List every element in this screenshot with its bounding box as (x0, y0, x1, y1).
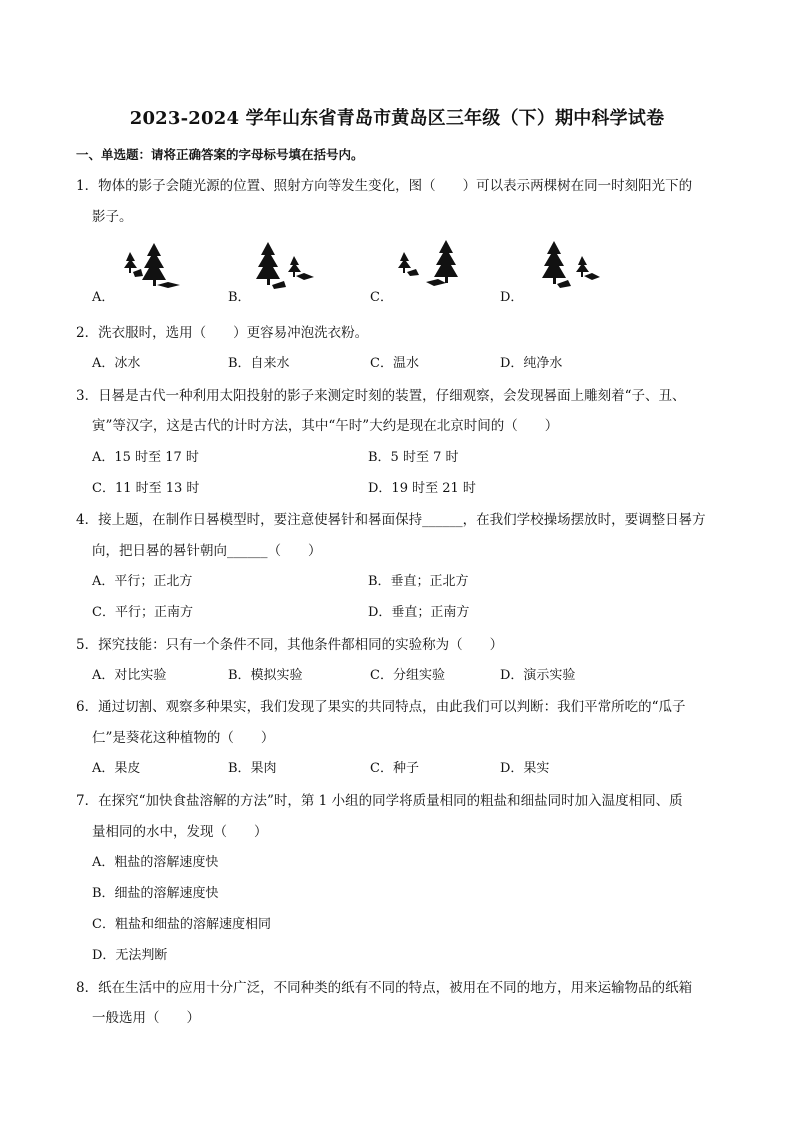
exam-title: 2023-2024 学年山东省青岛市黄岛区三年级（下）期中科学试卷 (129, 108, 665, 129)
question-8-line-2: 一般选用（ ） (92, 1010, 200, 1026)
trees-shadow-diagram-b (244, 238, 354, 298)
trees-shadow-diagram-c (386, 238, 496, 298)
question-2-option-a[interactable]: A．冰水 (92, 356, 141, 371)
question-3-option-c[interactable]: C．11 时至 13 时 (92, 481, 200, 496)
question-3-option-d[interactable]: D．19 时至 21 时 (368, 481, 476, 496)
question-7-option-a[interactable]: A．粗盐的溶解速度快 (92, 855, 219, 870)
trees-shadow-diagram-d (516, 238, 626, 298)
question-6-option-c[interactable]: C．种子 (370, 761, 419, 776)
question-1-line-2: 影子。 (92, 209, 133, 225)
question-3-line-2: 寅”等汉字，这是古代的计时方法，其中“午时”大约是现在北京时间的（ ） (92, 418, 559, 434)
question-6-option-b[interactable]: B．果肉 (228, 761, 277, 776)
question-6-line-1: 6．通过切割、观察多种果实，我们发现了果实的共同特点，由此我们可以判断：我们平常所吃的“瓜子 (76, 699, 686, 715)
question-1-option-c[interactable] (370, 238, 500, 308)
question-5-option-d[interactable]: D．演示实验 (500, 668, 576, 683)
question-1-option-d[interactable] (500, 238, 630, 308)
question-4-option-d[interactable]: D．垂直；正南方 (368, 605, 470, 620)
option-label: B． (228, 290, 251, 305)
question-4-option-b[interactable]: B．垂直；正北方 (368, 574, 469, 589)
option-label: C． (370, 290, 393, 305)
question-4-line-1: 4．接上题，在制作日晷模型时，要注意使晷针和晷面保持______，在我们学校操场摆放时，要调整日晷方 (76, 512, 706, 528)
question-7-option-b[interactable]: B．细盐的溶解速度快 (92, 886, 219, 901)
question-1-option-a[interactable] (92, 238, 222, 308)
question-6-option-a[interactable]: A．果皮 (92, 761, 141, 776)
question-3-option-a[interactable]: A．15 时至 17 时 (92, 450, 199, 465)
question-6-line-2: 仁”是葵花这种植物的（ ） (92, 730, 275, 746)
question-2-option-c[interactable]: C．温水 (370, 356, 419, 371)
option-label: D． (500, 290, 524, 305)
question-1-option-b[interactable] (228, 238, 358, 308)
question-6-option-d[interactable]: D．果实 (500, 761, 550, 776)
question-5-line-1: 5．探究技能：只有一个条件不同，其他条件都相同的实验称为（ ） (76, 637, 504, 653)
trees-shadow-diagram-a (108, 238, 218, 298)
question-7-option-d[interactable]: D．无法判断 (92, 948, 168, 963)
question-4-option-a[interactable]: A．平行；正北方 (92, 574, 193, 589)
question-4-option-c[interactable]: C．平行；正南方 (92, 605, 193, 620)
option-label: A． (92, 290, 115, 305)
section-heading: 一、单选题：请将正确答案的字母标号填在括号内。 (76, 147, 364, 162)
question-1-line-1: 1．物体的影子会随光源的位置、照射方向等发生变化，图（ ）可以表示两棵树在同一时刻阳光下的 (76, 178, 693, 194)
question-2-line-1: 2．洗衣服时，选用（ ）更容易冲泡洗衣粉。 (76, 325, 369, 341)
question-2-option-d[interactable]: D．纯净水 (500, 356, 563, 371)
question-7-line-2: 量相同的水中，发现（ ） (92, 824, 268, 840)
question-4-line-2: 向，把日晷的晷针朝向______（ ） (92, 543, 322, 559)
question-7-option-c[interactable]: C．粗盐和细盐的溶解速度相同 (92, 917, 271, 932)
question-5-option-c[interactable]: C．分组实验 (370, 668, 445, 683)
question-3-option-b[interactable]: B．5 时至 7 时 (368, 450, 459, 465)
question-5-option-b[interactable]: B．模拟实验 (228, 668, 303, 683)
question-7-line-1: 7．在探究“加快食盐溶解的方法”时，第 1 小组的同学将质量相同的粗盐和细盐同时加入温度相同、质 (76, 793, 683, 809)
question-5-option-a[interactable]: A．对比实验 (92, 668, 167, 683)
question-8-line-1: 8．纸在生活中的应用十分广泛，不同种类的纸有不同的特点，被用在不同的地方，用来运输物品的纸箱 (76, 980, 693, 996)
question-2-option-b[interactable]: B．自来水 (228, 356, 290, 371)
question-3-line-1: 3．日晷是古代一种利用太阳投射的影子来测定时刻的装置，仔细观察，会发现晷面上雕刻着“子、丑、 (76, 388, 686, 404)
